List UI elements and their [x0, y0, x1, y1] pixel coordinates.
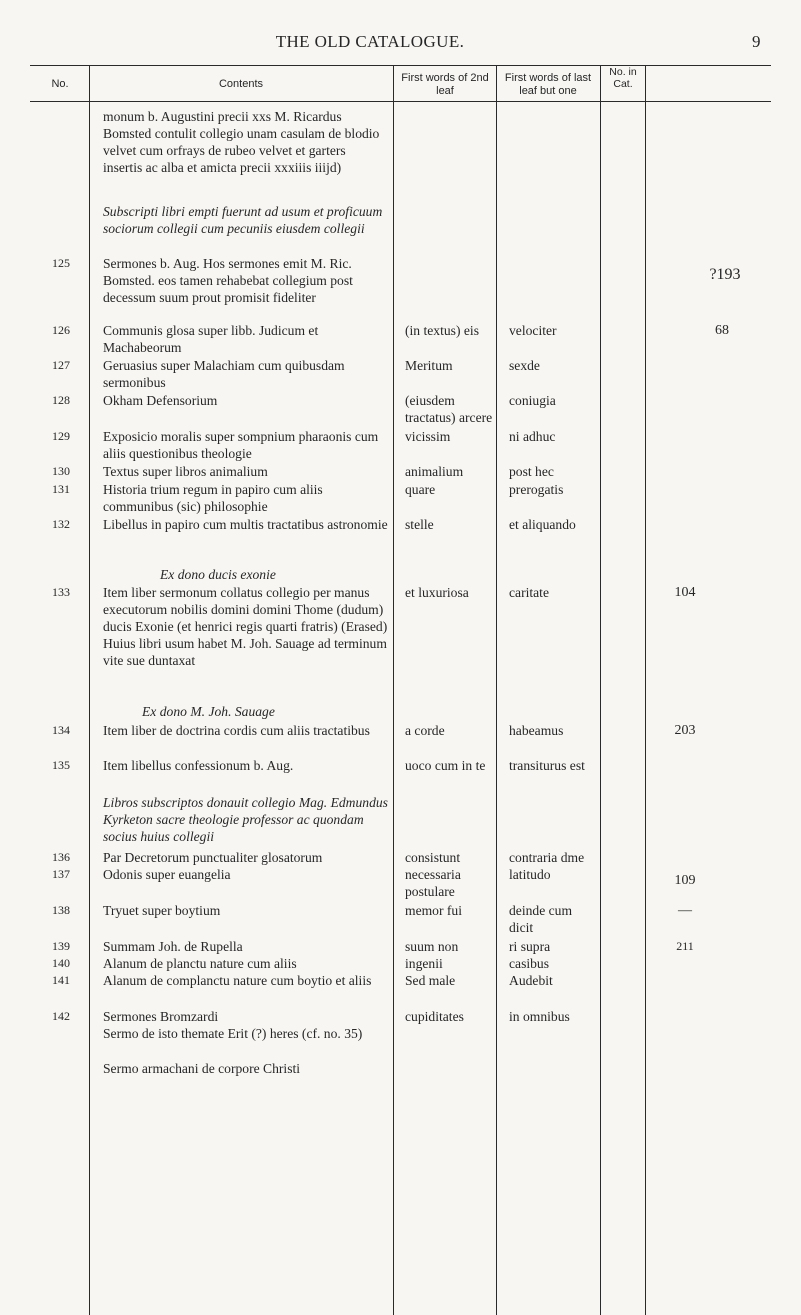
row-last-words: post hec	[509, 464, 554, 479]
tail-line: Sermo de isto themate Erit (?) heres (cf. no. 35)	[103, 1026, 363, 1041]
row-first-words: quare	[405, 482, 436, 497]
row-no: 128	[52, 393, 70, 407]
row-last-words: prerogatis	[509, 482, 564, 497]
row-first-words: animalium	[405, 464, 464, 479]
row-last-words: contraria dme	[509, 850, 585, 865]
page-number: 9	[752, 32, 761, 51]
row-contents: Tryuet super boytium	[103, 903, 221, 918]
row-first-words: ingenii	[405, 956, 443, 971]
row-no: 129	[52, 429, 70, 443]
row-no: 125	[52, 256, 70, 270]
col-rule-5	[645, 65, 646, 1315]
row-contents: Geruasius super Malachiam cum quibusdam sermonibus	[103, 358, 345, 390]
row-contents: Sermones Bromzardi	[103, 1009, 219, 1024]
row-first-words: suum non	[405, 939, 459, 954]
table-header-rule	[30, 101, 771, 102]
row-last-words: sexde	[509, 358, 540, 373]
row-no: 138	[52, 903, 70, 917]
row-last-words: coniugia	[509, 393, 556, 408]
row-no: 130	[52, 464, 70, 478]
row-first-words: vicissim	[405, 429, 451, 444]
intro-italic: Subscripti libri empti fuerunt ad usum et proficuum sociorum collegii cum pecuniis eiusdem collegii	[103, 204, 383, 236]
row-last-words: caritate	[509, 585, 549, 600]
row-cat: —	[678, 903, 692, 918]
row-no: 136	[52, 850, 70, 864]
row-contents: Sermones b. Aug. Hos sermones emit M. Ric. Bomsted. eos tamen rehabebat collegium post decessum suum prout promisit fideliter	[103, 256, 353, 305]
row-first-words: Meritum	[405, 358, 453, 373]
section-heading: Ex dono M. Joh. Sauage	[142, 704, 275, 719]
row-last-words: habeamus	[509, 723, 564, 738]
row-no: 140	[52, 956, 70, 970]
row-contents: Item liber sermonum collatus collegio per manus executorum nobilis domini domini Thome (dudum) ducis Exonie (et henrici regis quarti fratris) (Erased) Huius libri usum habet M. Joh. Sauage ad terminum vite sue duntaxat	[103, 585, 388, 668]
running-head: THE OLD CATALOGUE.	[275, 32, 465, 51]
row-no: 132	[52, 517, 70, 531]
row-first-words: a corde	[405, 723, 445, 738]
row-first-words: memor fui	[405, 903, 463, 918]
row-contents: Odonis super euangelia	[103, 867, 231, 882]
row-last-words: et aliquando	[509, 517, 576, 532]
row-no: 126	[52, 323, 70, 337]
col-header-no: No.	[51, 78, 69, 90]
row-first-words: necessaria postulare	[405, 867, 461, 899]
row-no: 134	[52, 723, 70, 737]
col-header-contents: Contents	[218, 78, 264, 90]
row-contents: Item liber de doctrina cordis cum aliis tractatibus	[103, 723, 370, 738]
col-header-last-words: First words of last leaf but one	[504, 72, 592, 97]
row-last-words: latitudo	[509, 867, 551, 882]
row-last-words: in omnibus	[509, 1009, 570, 1024]
row-last-words: deinde cum dicit	[509, 903, 573, 935]
row-first-words: (eiusdem tractatus) arcere	[405, 393, 493, 425]
row-contents: Libellus in papiro cum multis tractatibus astronomie	[103, 517, 388, 532]
intro-text: monum b. Augustini precii xxs M. Ricardus Bomsted contulit collegio unam casulam de blodio velvet cum orfrays de rubeo velvet et garters insertis ac alba et amicta precii xxxiiis iiijd)	[103, 109, 380, 175]
row-last-words: Audebit	[509, 973, 553, 988]
row-no: 133	[52, 585, 70, 599]
row-no: 127	[52, 358, 70, 372]
row-last-words: ni adhuc	[509, 429, 556, 444]
row-cat: ?193	[709, 266, 741, 283]
row-first-words: Sed male	[405, 973, 456, 988]
row-contents: Okham Defensorium	[103, 393, 218, 408]
row-first-words: uoco cum in te	[405, 758, 486, 773]
row-no: 131	[52, 482, 70, 496]
tail-line: Sermo armachani de corpore Christi	[103, 1061, 301, 1076]
row-contents: Historia trium regum in papiro cum aliis communibus (sic) philosophie	[103, 482, 323, 514]
row-no: 137	[52, 867, 70, 881]
row-last-words: casibus	[509, 956, 550, 971]
row-first-words: (in textus) eis	[405, 323, 479, 338]
table-top-rule	[30, 65, 771, 66]
row-first-words: consistunt	[405, 850, 461, 865]
row-no: 135	[52, 758, 70, 772]
row-contents: Textus super libros animalium	[103, 464, 268, 479]
col-header-cat: No. in Cat.	[609, 66, 637, 90]
row-contents: Exposicio moralis super sompnium pharaonis cum aliis questionibus theologie	[103, 429, 379, 461]
col-rule-3	[496, 65, 497, 1315]
col-header-first-words: First words of 2nd leaf	[401, 72, 489, 97]
row-contents: Par Decretorum punctualiter glosatorum	[103, 850, 323, 865]
row-contents: Item libellus confessionum b. Aug.	[103, 758, 294, 773]
row-cat: 109	[674, 873, 696, 888]
row-cat: 211	[676, 939, 694, 953]
row-cat: 104	[674, 585, 696, 600]
row-cat: 203	[674, 723, 696, 738]
row-last-words: transiturus est	[509, 758, 585, 773]
section-heading: Ex dono ducis exonie	[160, 567, 276, 582]
row-last-words: velociter	[509, 323, 557, 338]
row-first-words: stelle	[405, 517, 434, 532]
row-no: 142	[52, 1009, 70, 1023]
row-cat: 68	[715, 323, 729, 338]
row-first-words: et luxuriosa	[405, 585, 469, 600]
row-contents: Communis glosa super libb. Judicum et Machabeorum	[103, 323, 319, 355]
row-no: 141	[52, 973, 70, 987]
col-rule-4	[600, 65, 601, 1315]
row-contents: Alanum de planctu nature cum aliis	[103, 956, 297, 971]
row-first-words: cupiditates	[405, 1009, 464, 1024]
row-contents: Alanum de complanctu nature cum boytio et aliis	[103, 973, 372, 988]
row-no: 139	[52, 939, 70, 953]
section-heading: Libros subscriptos donauit collegio Mag. Edmundus Kyrketon sacre theologie professor ac quondam socius huius collegii	[103, 795, 388, 844]
col-rule-2	[393, 65, 394, 1315]
row-last-words: ri supra	[509, 939, 551, 954]
col-rule-1	[89, 65, 90, 1315]
row-contents: Summam Joh. de Rupella	[103, 939, 243, 954]
